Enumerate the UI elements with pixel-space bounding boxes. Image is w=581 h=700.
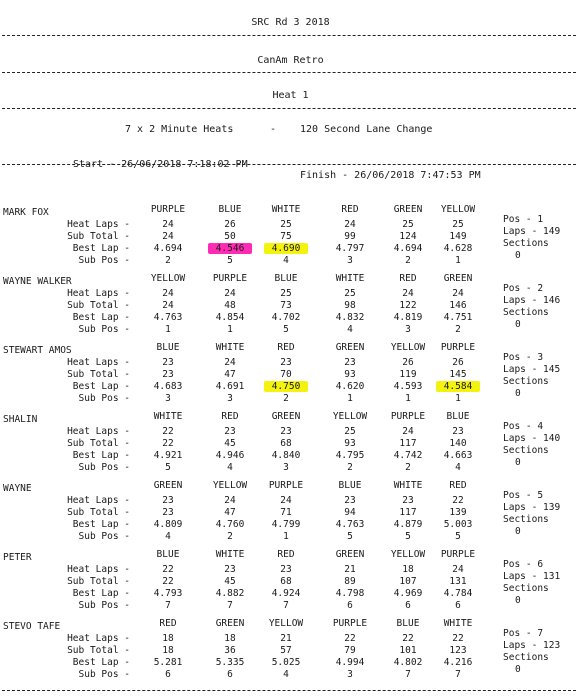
row-label-heat-laps: Heat Laps - [67, 357, 130, 368]
best-lap-cell: 4.628 [443, 243, 473, 254]
lane-color: PURPLE [332, 618, 368, 629]
heat-laps-cell: 18 [402, 564, 414, 575]
summary-sections-label: Sections [503, 307, 549, 318]
lane-color: PURPLE [268, 480, 304, 491]
best-lap-cell: 5.281 [153, 657, 183, 668]
heat-laps-cell: 23 [224, 426, 236, 437]
sub-pos-cell: 2 [405, 255, 411, 266]
driver-name: WAYNE [3, 483, 32, 494]
heat-laps-cell: 24 [402, 288, 414, 299]
best-lap-cell: 4.216 [443, 657, 473, 668]
driver-block [0, 204, 581, 284]
heat-laps-cell: 22 [452, 495, 464, 506]
best-lap-cell: 5.335 [215, 657, 245, 668]
sub-total-cell: 22 [162, 438, 174, 449]
best-lap-cell: 4.584 [436, 381, 480, 392]
heat-laps-cell: 23 [224, 564, 236, 575]
summary-pos: Pos - 2 [503, 283, 544, 294]
lane-color: PURPLE [440, 549, 476, 560]
lane-color: GREEN [443, 273, 473, 284]
sub-pos-cell: 4 [165, 531, 171, 542]
lane-change: 120 Second Lane Change [300, 124, 433, 135]
row-label-sub-pos: Sub Pos - [78, 531, 130, 542]
row-label-sub-pos: Sub Pos - [78, 255, 130, 266]
heat-laps-cell: 22 [162, 564, 174, 575]
event-title: SRC Rd 3 2018 [251, 17, 330, 28]
best-lap-cell: 4.819 [393, 312, 423, 323]
lane-color: WHITE [393, 480, 423, 491]
best-lap-cell: 4.879 [393, 519, 423, 530]
heat-laps-cell: 23 [344, 357, 356, 368]
driver-block [0, 549, 581, 629]
row-label-sub-total: Sub Total - [67, 645, 130, 656]
row-label-heat-laps: Heat Laps - [67, 633, 130, 644]
best-lap-cell: 4.799 [271, 519, 301, 530]
summary-sections-label: Sections [503, 238, 549, 249]
sub-pos-cell: 5 [165, 462, 171, 473]
lane-color: GREEN [271, 411, 301, 422]
sub-total-cell: 45 [224, 576, 236, 587]
lane-color: PURPLE [212, 273, 248, 284]
row-label-sub-pos: Sub Pos - [78, 600, 130, 611]
sub-total-cell: 47 [224, 369, 236, 380]
sub-total-cell: 89 [344, 576, 356, 587]
summary-pos: Pos - 5 [503, 490, 544, 501]
lane-color: BLUE [396, 618, 420, 629]
best-lap-cell: 4.784 [443, 588, 473, 599]
best-lap-cell: 4.760 [215, 519, 245, 530]
sub-pos-cell: 7 [405, 669, 411, 680]
best-lap-cell: 4.690 [264, 243, 308, 254]
row-label-heat-laps: Heat Laps - [67, 288, 130, 299]
sub-total-cell: 71 [280, 507, 292, 518]
sub-pos-cell: 2 [283, 393, 289, 404]
summary-sections-label: Sections [503, 583, 549, 594]
lane-color: RED [277, 549, 295, 560]
sub-total-cell: 119 [399, 369, 417, 380]
sub-total-cell: 98 [344, 300, 356, 311]
heat-laps-cell: 23 [344, 495, 356, 506]
format-separator: - [270, 124, 277, 135]
heat-laps-cell: 22 [452, 633, 464, 644]
sub-total-cell: 57 [280, 645, 292, 656]
start-time: Start - 26/06/2018 7:18:02 PM [73, 159, 248, 170]
lane-color: GREEN [393, 204, 423, 215]
best-lap-cell: 4.793 [153, 588, 183, 599]
heat-laps-cell: 24 [224, 357, 236, 368]
best-lap-cell: 4.663 [443, 450, 473, 461]
lane-color: WHITE [443, 618, 473, 629]
row-label-best-lap: Best Lap - [72, 657, 130, 668]
sub-total-cell: 48 [224, 300, 236, 311]
summary-pos: Pos - 6 [503, 559, 544, 570]
heat-laps-cell: 21 [344, 564, 356, 575]
sub-pos-cell: 6 [405, 600, 411, 611]
lane-color: YELLOW [390, 549, 426, 560]
heat-laps-cell: 23 [162, 357, 174, 368]
summary-pos: Pos - 4 [503, 421, 544, 432]
sub-total-cell: 146 [449, 300, 467, 311]
lane-color: PURPLE [440, 342, 476, 353]
row-label-heat-laps: Heat Laps - [67, 564, 130, 575]
sub-pos-cell: 3 [347, 255, 353, 266]
summary-sections-label: Sections [503, 376, 549, 387]
lane-color: PURPLE [390, 411, 426, 422]
lane-color: YELLOW [150, 273, 186, 284]
sub-total-cell: 47 [224, 507, 236, 518]
row-label-best-lap: Best Lap - [72, 381, 130, 392]
best-lap-cell: 4.946 [215, 450, 245, 461]
summary-sections: 0 [515, 319, 521, 330]
best-lap-cell: 4.751 [443, 312, 473, 323]
driver-block [0, 273, 581, 353]
summary-sections: 0 [515, 664, 521, 675]
summary-sections: 0 [515, 595, 521, 606]
sub-total-cell: 24 [162, 300, 174, 311]
best-lap-cell: 4.683 [153, 381, 183, 392]
sub-pos-cell: 5 [405, 531, 411, 542]
sub-pos-cell: 6 [227, 669, 233, 680]
sub-pos-cell: 2 [455, 324, 461, 335]
lane-color: GREEN [153, 480, 183, 491]
sub-total-cell: 93 [344, 438, 356, 449]
sub-total-cell: 131 [449, 576, 467, 587]
sub-pos-cell: 1 [455, 255, 461, 266]
sub-pos-cell: 7 [283, 600, 289, 611]
heat-laps-cell: 26 [452, 357, 464, 368]
heat-laps-cell: 25 [344, 288, 356, 299]
best-lap-cell: 4.924 [271, 588, 301, 599]
sub-pos-cell: 4 [227, 462, 233, 473]
best-lap-cell: 4.795 [335, 450, 365, 461]
divider [2, 108, 576, 109]
best-lap-cell: 4.798 [335, 588, 365, 599]
sub-pos-cell: 4 [283, 255, 289, 266]
divider [2, 690, 576, 691]
sub-total-cell: 68 [280, 438, 292, 449]
heat-laps-cell: 18 [162, 633, 174, 644]
sub-pos-cell: 1 [455, 393, 461, 404]
heat-laps-cell: 25 [402, 219, 414, 230]
sub-pos-cell: 6 [347, 600, 353, 611]
sub-total-cell: 75 [280, 231, 292, 242]
row-label-best-lap: Best Lap - [72, 519, 130, 530]
lane-color: BLUE [156, 549, 180, 560]
lane-color: WHITE [271, 204, 301, 215]
sub-total-cell: 18 [162, 645, 174, 656]
sub-total-cell: 73 [280, 300, 292, 311]
sub-pos-cell: 6 [455, 600, 461, 611]
best-lap-cell: 4.546 [208, 243, 252, 254]
best-lap-cell: 4.921 [153, 450, 183, 461]
row-label-sub-total: Sub Total - [67, 369, 130, 380]
summary-sections: 0 [515, 388, 521, 399]
heat-laps-cell: 26 [402, 357, 414, 368]
sub-pos-cell: 3 [283, 462, 289, 473]
driver-block [0, 411, 581, 491]
lane-color: YELLOW [332, 411, 368, 422]
sub-pos-cell: 4 [283, 669, 289, 680]
best-lap-cell: 4.969 [393, 588, 423, 599]
sub-total-cell: 149 [449, 231, 467, 242]
divider [2, 164, 576, 165]
best-lap-cell: 4.994 [335, 657, 365, 668]
sub-pos-cell: 2 [165, 255, 171, 266]
sub-pos-cell: 5 [227, 255, 233, 266]
best-lap-cell: 4.840 [271, 450, 301, 461]
heat-laps-cell: 26 [224, 219, 236, 230]
best-lap-cell: 4.694 [393, 243, 423, 254]
sub-pos-cell: 2 [227, 531, 233, 542]
lane-color: YELLOW [390, 342, 426, 353]
sub-total-cell: 24 [162, 231, 174, 242]
sub-total-cell: 117 [399, 507, 417, 518]
sub-total-cell: 117 [399, 438, 417, 449]
sub-total-cell: 68 [280, 576, 292, 587]
summary-sections-label: Sections [503, 445, 549, 456]
lane-color: RED [449, 480, 467, 491]
sub-pos-cell: 6 [165, 669, 171, 680]
summary-sections: 0 [515, 250, 521, 261]
summary-sections-label: Sections [503, 514, 549, 525]
sub-total-cell: 79 [344, 645, 356, 656]
row-label-sub-pos: Sub Pos - [78, 462, 130, 473]
heat-laps-cell: 23 [280, 357, 292, 368]
best-lap-cell: 4.882 [215, 588, 245, 599]
driver-name: MARK FOX [3, 207, 49, 218]
row-label-best-lap: Best Lap - [72, 588, 130, 599]
best-lap-cell: 4.763 [335, 519, 365, 530]
lane-color: WHITE [215, 342, 245, 353]
row-label-sub-total: Sub Total - [67, 438, 130, 449]
lane-color: YELLOW [212, 480, 248, 491]
heat-laps-cell: 22 [162, 426, 174, 437]
lane-color: BLUE [338, 480, 362, 491]
driver-name: SHALIN [3, 414, 38, 425]
sub-pos-cell: 1 [165, 324, 171, 335]
heat-laps-cell: 23 [452, 426, 464, 437]
lane-color: WHITE [153, 411, 183, 422]
driver-name: PETER [3, 552, 32, 563]
heat-laps-cell: 25 [452, 219, 464, 230]
lane-color: BLUE [446, 411, 470, 422]
heat-laps-cell: 24 [452, 564, 464, 575]
row-label-sub-total: Sub Total - [67, 300, 130, 311]
summary-laps: Laps - 145 [503, 364, 561, 375]
best-lap-cell: 4.763 [153, 312, 183, 323]
sub-total-cell: 70 [280, 369, 292, 380]
row-label-heat-laps: Heat Laps - [67, 219, 130, 230]
sub-pos-cell: 3 [165, 393, 171, 404]
sub-pos-cell: 5 [455, 531, 461, 542]
summary-pos: Pos - 7 [503, 628, 544, 639]
divider [2, 35, 576, 36]
summary-sections: 0 [515, 457, 521, 468]
best-lap-cell: 4.742 [393, 450, 423, 461]
driver-block [0, 480, 581, 560]
best-lap-cell: 4.593 [393, 381, 423, 392]
sub-total-cell: 124 [399, 231, 417, 242]
lane-color: RED [399, 273, 417, 284]
row-label-best-lap: Best Lap - [72, 312, 130, 323]
summary-sections-label: Sections [503, 652, 549, 663]
sub-total-cell: 107 [399, 576, 417, 587]
row-label-sub-total: Sub Total - [67, 231, 130, 242]
summary-laps: Laps - 139 [503, 502, 561, 513]
summary-sections: 0 [515, 526, 521, 537]
best-lap-cell: 4.694 [153, 243, 183, 254]
sub-total-cell: 140 [449, 438, 467, 449]
heat-format: 7 x 2 Minute Heats [125, 124, 234, 135]
row-label-sub-pos: Sub Pos - [78, 669, 130, 680]
heat-laps-cell: 22 [344, 633, 356, 644]
sub-pos-cell: 7 [165, 600, 171, 611]
summary-laps: Laps - 146 [503, 295, 561, 306]
driver-name: STEVO TAFE [3, 621, 61, 632]
driver-name: WAYNE WALKER [3, 276, 72, 287]
heat-laps-cell: 24 [224, 288, 236, 299]
sub-pos-cell: 3 [405, 324, 411, 335]
driver-name: STEWART AMOS [3, 345, 72, 356]
row-label-best-lap: Best Lap - [72, 450, 130, 461]
lane-color: GREEN [215, 618, 245, 629]
sub-pos-cell: 7 [227, 600, 233, 611]
sub-pos-cell: 2 [405, 462, 411, 473]
lane-color: GREEN [335, 342, 365, 353]
heat-laps-cell: 24 [452, 288, 464, 299]
sub-total-cell: 22 [162, 576, 174, 587]
sub-total-cell: 45 [224, 438, 236, 449]
best-lap-cell: 5.003 [443, 519, 473, 530]
row-label-sub-total: Sub Total - [67, 576, 130, 587]
lane-color: PURPLE [150, 204, 186, 215]
sub-total-cell: 139 [449, 507, 467, 518]
lane-color: RED [221, 411, 239, 422]
summary-laps: Laps - 131 [503, 571, 561, 582]
lane-color: RED [341, 204, 359, 215]
best-lap-cell: 4.802 [393, 657, 423, 668]
sub-pos-cell: 5 [347, 531, 353, 542]
summary-laps: Laps - 149 [503, 226, 561, 237]
sub-total-cell: 50 [224, 231, 236, 242]
sub-pos-cell: 4 [347, 324, 353, 335]
row-label-heat-laps: Heat Laps - [67, 426, 130, 437]
sub-total-cell: 101 [399, 645, 417, 656]
heat-laps-cell: 25 [280, 219, 292, 230]
row-label-sub-total: Sub Total - [67, 507, 130, 518]
sub-pos-cell: 1 [405, 393, 411, 404]
best-lap-cell: 4.702 [271, 312, 301, 323]
sub-pos-cell: 1 [227, 324, 233, 335]
heat-laps-cell: 24 [162, 288, 174, 299]
heat-laps-cell: 24 [280, 495, 292, 506]
lane-color: BLUE [218, 204, 242, 215]
class-title: CanAm Retro [257, 55, 324, 66]
sub-pos-cell: 2 [347, 462, 353, 473]
summary-pos: Pos - 3 [503, 352, 544, 363]
sub-total-cell: 145 [449, 369, 467, 380]
best-lap-cell: 4.620 [335, 381, 365, 392]
row-label-heat-laps: Heat Laps - [67, 495, 130, 506]
heat-laps-cell: 25 [280, 288, 292, 299]
row-label-best-lap: Best Lap - [72, 243, 130, 254]
sub-total-cell: 122 [399, 300, 417, 311]
sub-total-cell: 94 [344, 507, 356, 518]
heat-laps-cell: 22 [402, 633, 414, 644]
sub-pos-cell: 4 [455, 462, 461, 473]
sub-total-cell: 93 [344, 369, 356, 380]
sub-pos-cell: 3 [347, 669, 353, 680]
sub-pos-cell: 1 [347, 393, 353, 404]
best-lap-cell: 4.832 [335, 312, 365, 323]
summary-pos: Pos - 1 [503, 214, 544, 225]
sub-total-cell: 36 [224, 645, 236, 656]
summary-laps: Laps - 123 [503, 640, 561, 651]
lane-color: YELLOW [268, 618, 304, 629]
best-lap-cell: 4.691 [215, 381, 245, 392]
sub-total-cell: 23 [162, 507, 174, 518]
sub-total-cell: 123 [449, 645, 467, 656]
lane-color: RED [159, 618, 177, 629]
sub-pos-cell: 7 [455, 669, 461, 680]
sub-total-cell: 99 [344, 231, 356, 242]
lane-color: BLUE [156, 342, 180, 353]
lane-color: BLUE [274, 273, 298, 284]
best-lap-cell: 4.797 [335, 243, 365, 254]
sub-pos-cell: 1 [283, 531, 289, 542]
heat-laps-cell: 24 [224, 495, 236, 506]
heat-laps-cell: 21 [280, 633, 292, 644]
heat-laps-cell: 24 [402, 426, 414, 437]
time-line [0, 148, 581, 192]
lane-color: YELLOW [440, 204, 476, 215]
heat-laps-cell: 23 [402, 495, 414, 506]
row-label-sub-pos: Sub Pos - [78, 324, 130, 335]
finish-time: Finish - 26/06/2018 7:47:53 PM [300, 170, 481, 181]
driver-block [0, 618, 581, 698]
heat-laps-cell: 23 [280, 564, 292, 575]
driver-block [0, 342, 581, 422]
best-lap-cell: 4.750 [264, 381, 308, 392]
heat-laps-cell: 18 [224, 633, 236, 644]
summary-laps: Laps - 140 [503, 433, 561, 444]
sub-total-cell: 23 [162, 369, 174, 380]
lane-color: WHITE [335, 273, 365, 284]
heat-laps-cell: 24 [344, 219, 356, 230]
sub-pos-cell: 5 [283, 324, 289, 335]
lane-color: GREEN [335, 549, 365, 560]
row-label-sub-pos: Sub Pos - [78, 393, 130, 404]
best-lap-cell: 4.854 [215, 312, 245, 323]
sub-pos-cell: 3 [227, 393, 233, 404]
lane-color: WHITE [215, 549, 245, 560]
heat-laps-cell: 24 [162, 219, 174, 230]
best-lap-cell: 5.025 [271, 657, 301, 668]
lane-color: RED [277, 342, 295, 353]
heat-laps-cell: 25 [344, 426, 356, 437]
best-lap-cell: 4.809 [153, 519, 183, 530]
heat-title: Heat 1 [272, 90, 309, 101]
heat-laps-cell: 23 [280, 426, 292, 437]
heat-laps-cell: 23 [162, 495, 174, 506]
divider [2, 72, 576, 73]
